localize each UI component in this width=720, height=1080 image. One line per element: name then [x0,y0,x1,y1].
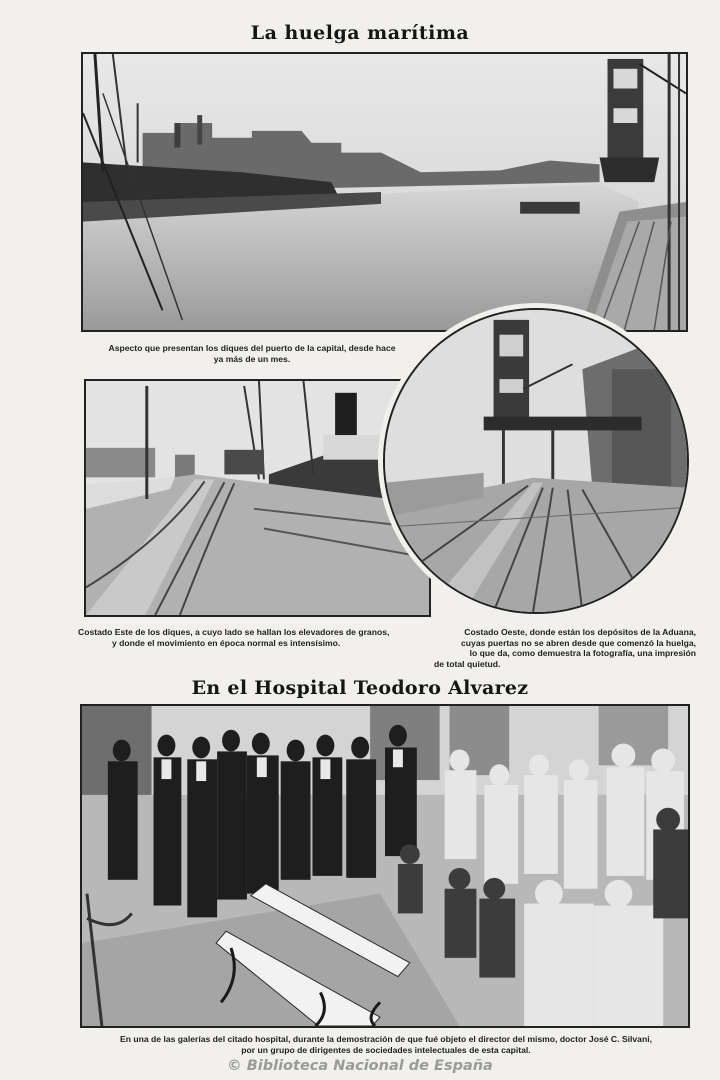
caption-east [78,627,436,648]
section-title-hospital: En el Hospital Teodoro Alvarez [191,677,529,699]
caption-line: En una de las galerías del citado hospital, durante la demostración de que fué objeto el director del mismo, doctor José C. Silvani, [120,1034,652,1044]
caption-line: de total quietud. [434,658,501,669]
caption-line: Costado Oeste, donde están los depósitos de la Aduana, [464,627,696,637]
caption-hospital [80,1034,692,1055]
library-credit-watermark: © Biblioteca Nacional de España [227,1058,493,1074]
caption-line: Aspecto que presentan los diques del puerto de la capital, desde hace [108,343,396,353]
caption-west [434,627,696,669]
caption-line: ya más de un mes. [213,353,291,364]
caption-line: por un grupo de dirigentes de sociedades intelectuales de esta capital. [241,1044,531,1055]
caption-line: lo que da, como demuestra la fotografía, una impresión [469,648,696,658]
photo-hospital-gallery [80,704,690,1028]
photo-east-docks [84,379,431,617]
caption-harbor [82,343,422,364]
photo-harbor-docks [81,52,688,332]
section-title-strike: La huelga marítima [250,22,470,44]
caption-line: Costado Este de los diques, a cuyo lado se hallan los elevadores de granos, [78,627,390,637]
photo-west-docks [383,308,689,614]
caption-line: y donde el movimiento en época normal es intensísimo. [112,637,341,648]
caption-line: cuyas puertas no se abren desde que comenzó la huelga, [461,637,696,648]
